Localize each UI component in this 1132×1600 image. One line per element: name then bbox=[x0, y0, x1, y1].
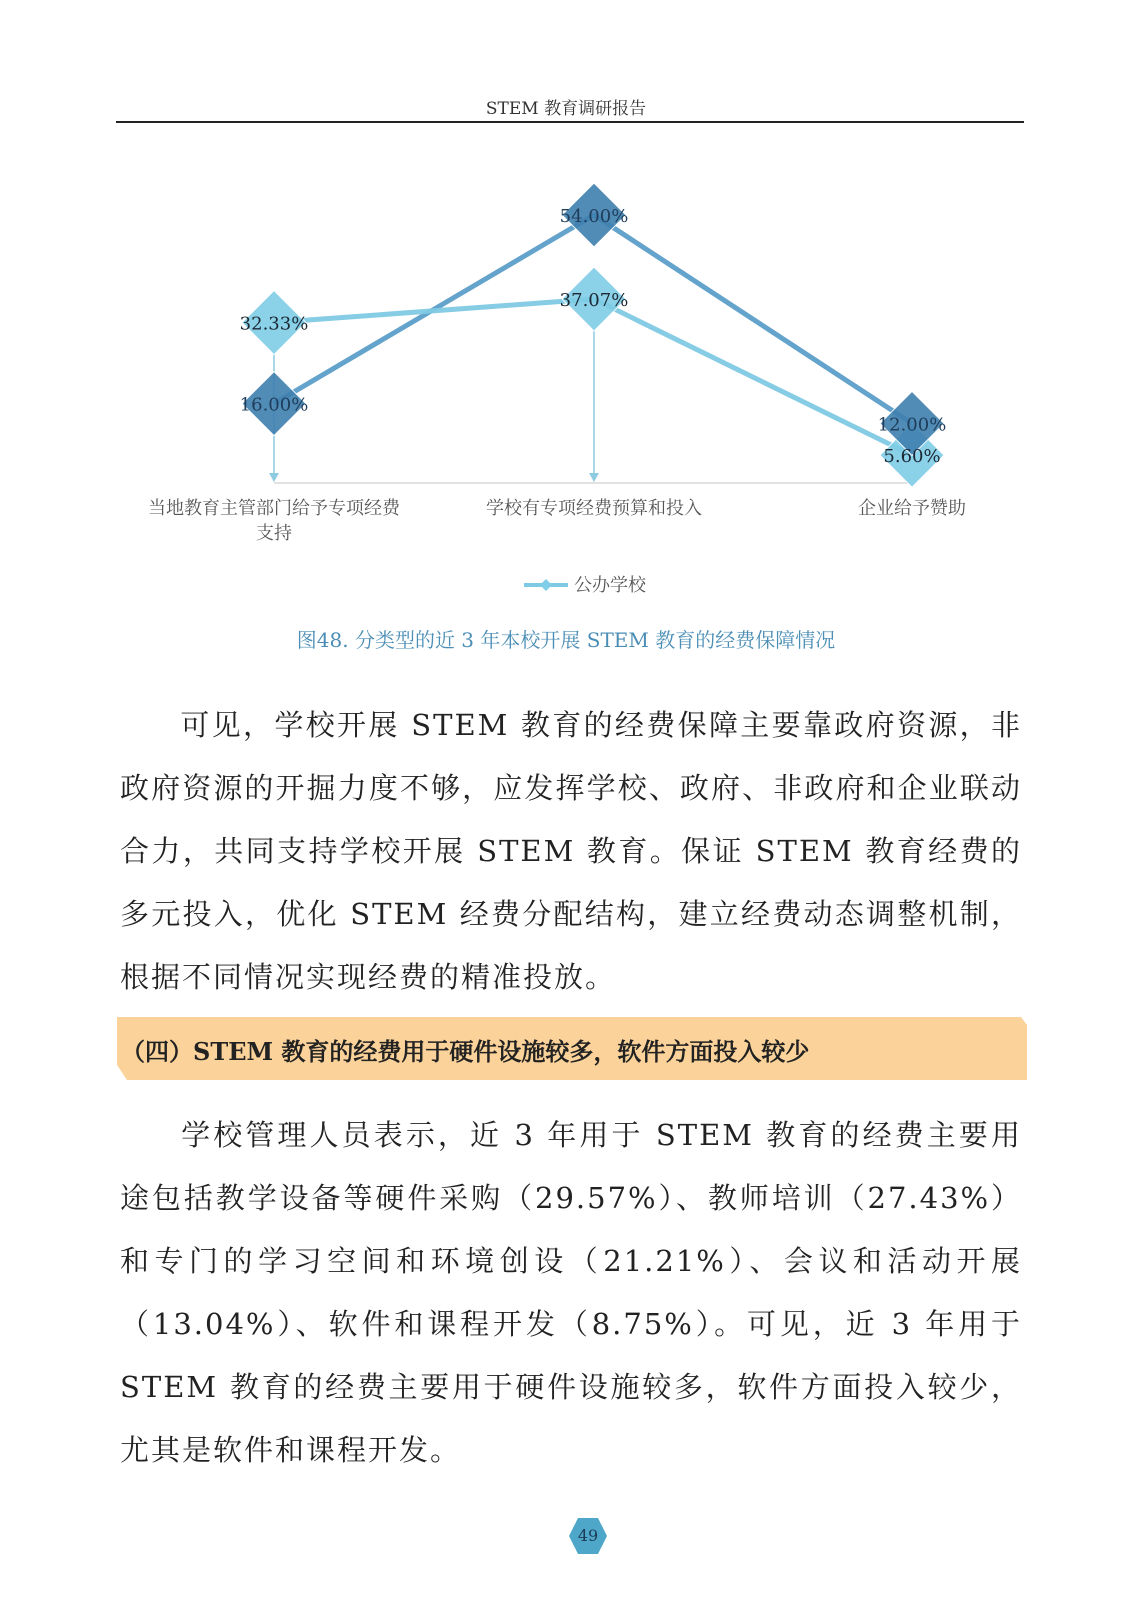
page-number: 49 bbox=[577, 1526, 599, 1545]
legend-label: 公办学校 bbox=[574, 575, 646, 596]
figure-caption: 图48. 分类型的近 3 年本校开展 STEM 教育的经费保障情况 bbox=[296, 628, 836, 652]
section-banner bbox=[117, 1017, 1027, 1080]
data-label: 37.07% bbox=[559, 290, 629, 312]
category-label: 企业给予赞助 bbox=[858, 498, 966, 519]
body-paragraph bbox=[120, 694, 1022, 1009]
data-label: 54.00% bbox=[559, 206, 629, 227]
section-title: （四）STEM 教育的经费用于硬件设施较多，软件方面投入较少 bbox=[121, 1037, 810, 1066]
data-label: 5.60% bbox=[883, 446, 941, 468]
category-label: 学校有专项经费预算和投入 bbox=[486, 498, 702, 519]
data-label: 32.33% bbox=[239, 313, 309, 335]
paragraph-text: 学校管理人员表示，近 3 年用于 STEM 教育的经费主要用途包括教学设备等硬件采购（29.57%）、教师培训（27.43%）和专门的学习空间和环境创设（21.21%）、会议和活动开展（13.04%）、软件和课程开发（8.75%）。可见，近 3 年用于 STEM 教育的经费主要用于硬件设施较多，软件方面投入较少，尤其是软件和课程开发。 bbox=[120, 1118, 1022, 1467]
legend-marker bbox=[540, 579, 552, 591]
drop-arrow bbox=[269, 473, 279, 482]
data-label: 16.00% bbox=[239, 394, 309, 416]
category-label: 当地教育主管部门给予专项经费 bbox=[148, 498, 400, 519]
category-label: 支持 bbox=[256, 523, 292, 544]
page-badge bbox=[568, 1516, 608, 1556]
line-chart bbox=[0, 0, 1132, 600]
running-header: STEM 教育调研报告 bbox=[485, 99, 647, 119]
data-label: 12.00% bbox=[877, 414, 947, 436]
drop-arrow bbox=[589, 473, 599, 482]
body-paragraph bbox=[120, 1104, 1022, 1482]
paragraph-text: 可见，学校开展 STEM 教育的经费保障主要靠政府资源，非政府资源的开掘力度不够，应发挥学校、政府、非政府和企业联动合力，共同支持学校开展 STEM 教育。保证 STEM 教育经费的多元投入，优化 STEM 经费分配结构，建立经费动态调整机制，根据不同情况实现经费的精准投放。 bbox=[120, 708, 1022, 994]
